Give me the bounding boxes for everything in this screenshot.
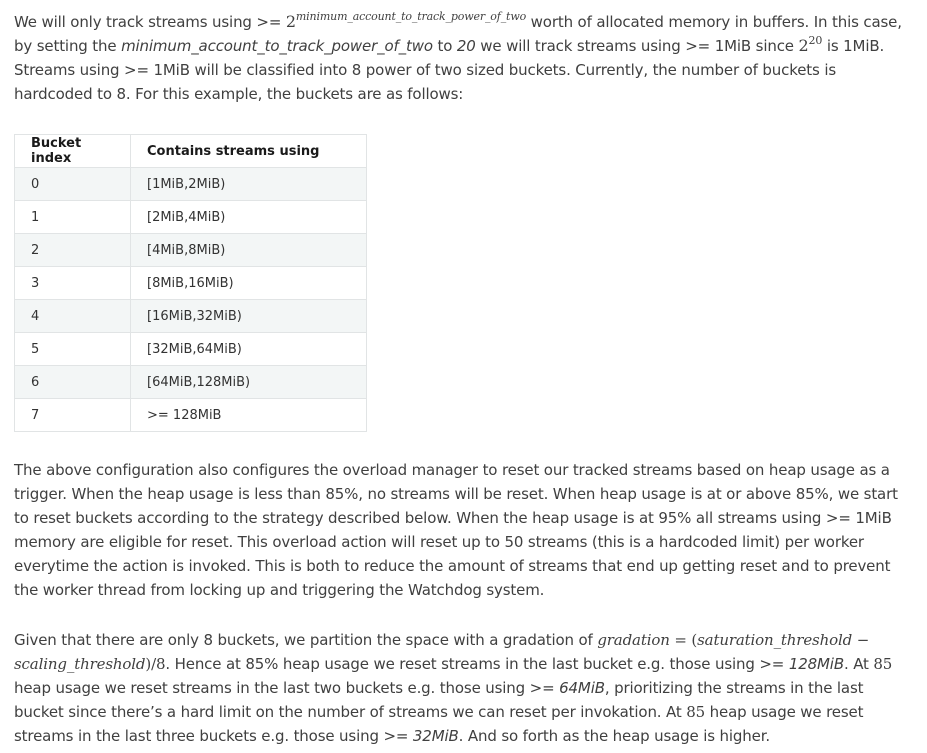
math-saturation-threshold: saturation_threshold bbox=[697, 631, 853, 649]
math-gradation: gradation bbox=[597, 631, 670, 649]
math-base-2: 2 bbox=[798, 36, 809, 55]
bucket-range: [4MiB,8MiB) bbox=[131, 234, 367, 267]
math-scaling-threshold: scaling_threshold bbox=[14, 655, 146, 673]
bucket-index: 5 bbox=[15, 333, 131, 366]
header-contains-streams: Contains streams using bbox=[131, 135, 367, 168]
bucket-index: 7 bbox=[15, 399, 131, 432]
intro-paragraph: We will only track streams $using >= 2^{minimum\_account\_to\_track\_power\_of\_two}$ worth of allocated memory in buffers. In this case, by setting the minimum_account_to_track_power_of_two to 20 we will track streams using >= 1MiB since $2^{20}$ is 1MiB. Streams using >= 1MiB will be classified into 8 power of two sized buckets. Currently, the number of buckets is hardcoded to 8. For this example, the buckets are as follows: bbox=[14, 10, 902, 103]
bucket-index: 4 bbox=[15, 300, 131, 333]
table-row bbox=[15, 267, 367, 300]
header-bucket-index: Bucket index bbox=[15, 135, 131, 168]
table-row bbox=[15, 399, 367, 432]
bucket-index: 2 bbox=[15, 234, 131, 267]
bucket-range: >= 128MiB bbox=[131, 399, 367, 432]
bucket-range: [8MiB,16MiB) bbox=[131, 267, 367, 300]
bucket-table bbox=[14, 134, 367, 432]
table-row bbox=[15, 333, 367, 366]
bucket-range: [32MiB,64MiB) bbox=[131, 333, 367, 366]
table-header-row bbox=[15, 135, 367, 168]
table-row bbox=[15, 366, 367, 399]
bucket-range: [2MiB,4MiB) bbox=[131, 201, 367, 234]
config-value: 20 bbox=[456, 37, 476, 55]
table-row bbox=[15, 300, 367, 333]
overload-paragraph: The above configuration also configures the overload manager to reset our tracked streams based on heap usage as a trigger. When the heap usage is less than 85%, no streams will be reset. When heap usage is at or above 85%, we start to reset buckets according to the strategy described below. When the heap usage is at 95% all streams using >= 1MiB memory are eligible for reset. This overload action will reset up to 50 streams (this is a hardcoded limit) per worker everytime the action is invoked. This is both to reduce the amount of streams that end up getting reset and to prevent the worker thread from locking up and triggering the Watchdog system. bbox=[14, 461, 898, 599]
table-row bbox=[15, 234, 367, 267]
table-row bbox=[15, 168, 367, 201]
bucket-range: [16MiB,32MiB) bbox=[131, 300, 367, 333]
bucket-index: 3 bbox=[15, 267, 131, 300]
config-name: minimum_account_to_track_power_of_two bbox=[121, 37, 433, 55]
text: We will only track streams using >= bbox=[14, 13, 286, 31]
bucket-index: 1 bbox=[15, 201, 131, 234]
math-exponent-20: 20 bbox=[808, 34, 823, 47]
table-row bbox=[15, 201, 367, 234]
gradation-paragraph: Given that there are only 8 buckets, we partition the space with a gradation of gradation = (saturation_threshold − scaling_threshold)/8. Hence at 85% heap usage we reset streams in the last bucket e.g. those using >= 128MiB. At 85 heap usage we reset streams in the last two buckets e.g. those using >= 64MiB, prioritizing the streams in the last bucket since there’s a hard limit on the number of streams we can reset per invokation. At 85 heap usage we reset streams in the last three buckets e.g. those using >= 32MiB. And so forth as the heap usage is higher. bbox=[14, 631, 893, 745]
bucket-index: 6 bbox=[15, 366, 131, 399]
math-exponent: minimum_account_to_track_power_of_two bbox=[295, 10, 527, 23]
bucket-range: [1MiB,2MiB) bbox=[131, 168, 367, 201]
math-base: 2 bbox=[285, 12, 296, 31]
bucket-index: 0 bbox=[15, 168, 131, 201]
bucket-range: [64MiB,128MiB) bbox=[131, 366, 367, 399]
